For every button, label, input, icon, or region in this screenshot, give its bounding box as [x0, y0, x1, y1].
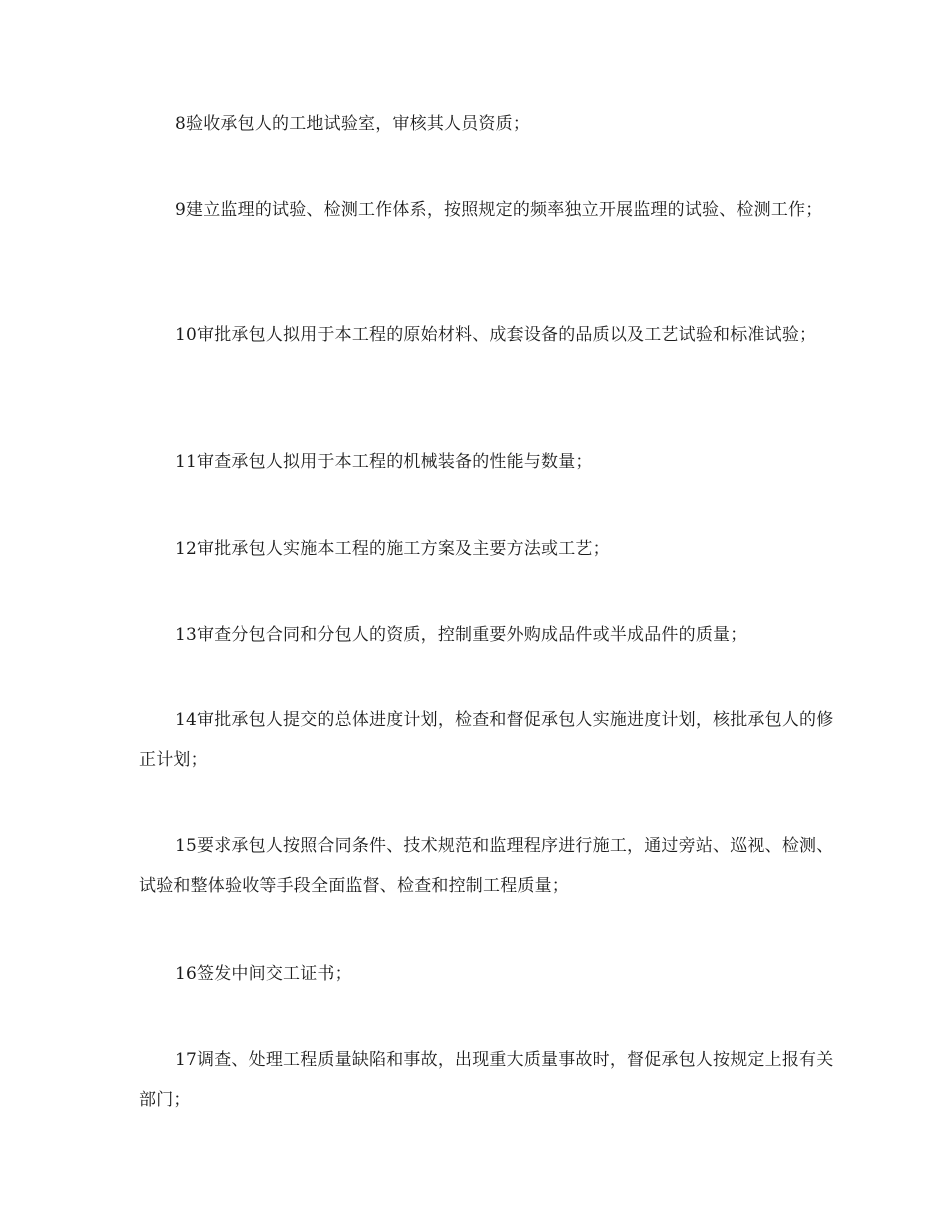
- paragraph-item-16: 16签发中间交工证书；: [175, 964, 352, 984]
- paragraph-item-12: 12审批承包人实施本工程的施工方案及主要方法或工艺；: [175, 539, 610, 559]
- paragraph-item-10: 10审批承包人拟用于本工程的原始材料、成套设备的品质以及工艺试验和标准试验；: [175, 325, 817, 345]
- paragraph-item-9: 9建立监理的试验、检测工作体系，按照规定的频率独立开展监理的试验、检测工作；: [175, 200, 823, 220]
- paragraph-item-15: 15要求承包人按照合同条件、技术规范和监理程序进行施工，通过旁站、巡视、检测、试验和整体验收等手段全面监督、检查和控制工程质量；: [139, 836, 834, 896]
- paragraph-item-11: 11审查承包人拟用于本工程的机械装备的性能与数量；: [175, 452, 593, 472]
- paragraph-item-8: 8验收承包人的工地试验室，审核其人员资质；: [175, 114, 531, 134]
- paragraph-item-17: 17调查、处理工程质量缺陷和事故，出现重大质量事故时，督促承包人按规定上报有关部门；: [139, 1050, 834, 1110]
- paragraph-item-14: 14审批承包人提交的总体进度计划，检查和督促承包人实施进度计划，核批承包人的修正计划；: [139, 710, 834, 770]
- paragraph-item-13: 13审查分包合同和分包人的资质，控制重要外购成品件或半成品件的质量；: [175, 625, 748, 645]
